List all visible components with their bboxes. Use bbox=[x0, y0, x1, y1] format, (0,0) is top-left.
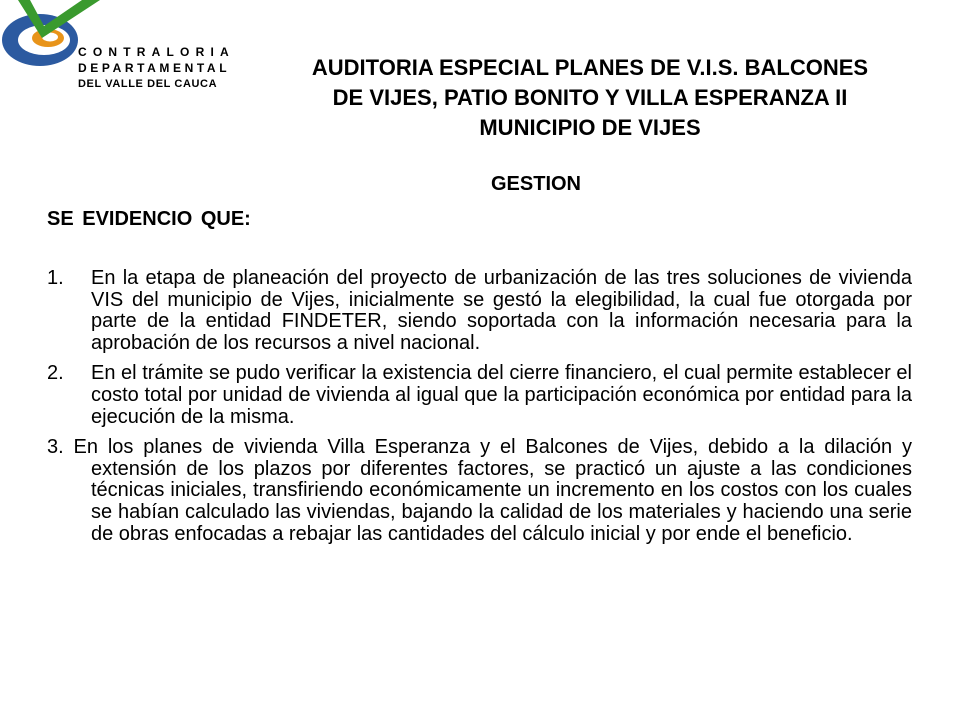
findings-list bbox=[47, 268, 912, 554]
logo-line-2: DEPARTAMENTAL bbox=[78, 61, 231, 75]
title-line-2: DE VIJES, PATIO BONITO Y VILLA ESPERANZA II bbox=[332, 85, 848, 110]
logo-line-3: DEL VALLE DEL CAUCA bbox=[78, 78, 218, 90]
list-item bbox=[47, 437, 912, 545]
list-item bbox=[47, 363, 912, 428]
section-title: GESTION bbox=[490, 173, 581, 195]
item-number: 3. bbox=[47, 436, 74, 459]
list-item bbox=[47, 268, 912, 354]
logo-line-1: CONTRALORIA bbox=[78, 45, 235, 59]
title-line-1: AUDITORIA ESPECIAL PLANES DE V.I.S. BALCONES bbox=[311, 55, 869, 80]
item-text: En la etapa de planeación del proyecto de urbanización de las tres soluciones de vivienda VIS del municipio de Vijes, inicialmente se gestó la elegibilidad, la cual fue otorgada por parte de la entidad FINDETER, siendo soportada con la información necesaria para la aprobación de los recursos a nivel nacional. bbox=[91, 267, 912, 354]
page-title bbox=[230, 53, 950, 143]
item-number: 2. bbox=[47, 362, 64, 385]
item-text: En los planes de vivienda Villa Esperanza y el Balcones de Vijes, debido a la dilación y extensión de los plazos por diferentes factores, se practicó un ajuste a las condiciones técnicas iniciales, transfiriendo económicamente un incremento en los costos con los cuales se habían calculado las viviendas, bajando la calidad de los materiales y haciendo una serie de obras enfocadas a rebajar las cantidades del cálculo inicial y por ende el beneficio. bbox=[73, 436, 912, 545]
item-text: En el trámite se pudo verificar la existencia del cierre financiero, el cual permite establecer el costo total por unidad de vivienda al igual que la participación económica por entidad para la ejecución de la misma. bbox=[91, 362, 912, 428]
subtitle: SE EVIDENCIO QUE: bbox=[47, 208, 251, 230]
title-line-3: MUNICIPIO DE VIJES bbox=[479, 115, 701, 140]
logo-text bbox=[78, 44, 235, 92]
contraloria-logo bbox=[0, 0, 235, 115]
item-number: 1. bbox=[47, 267, 64, 289]
